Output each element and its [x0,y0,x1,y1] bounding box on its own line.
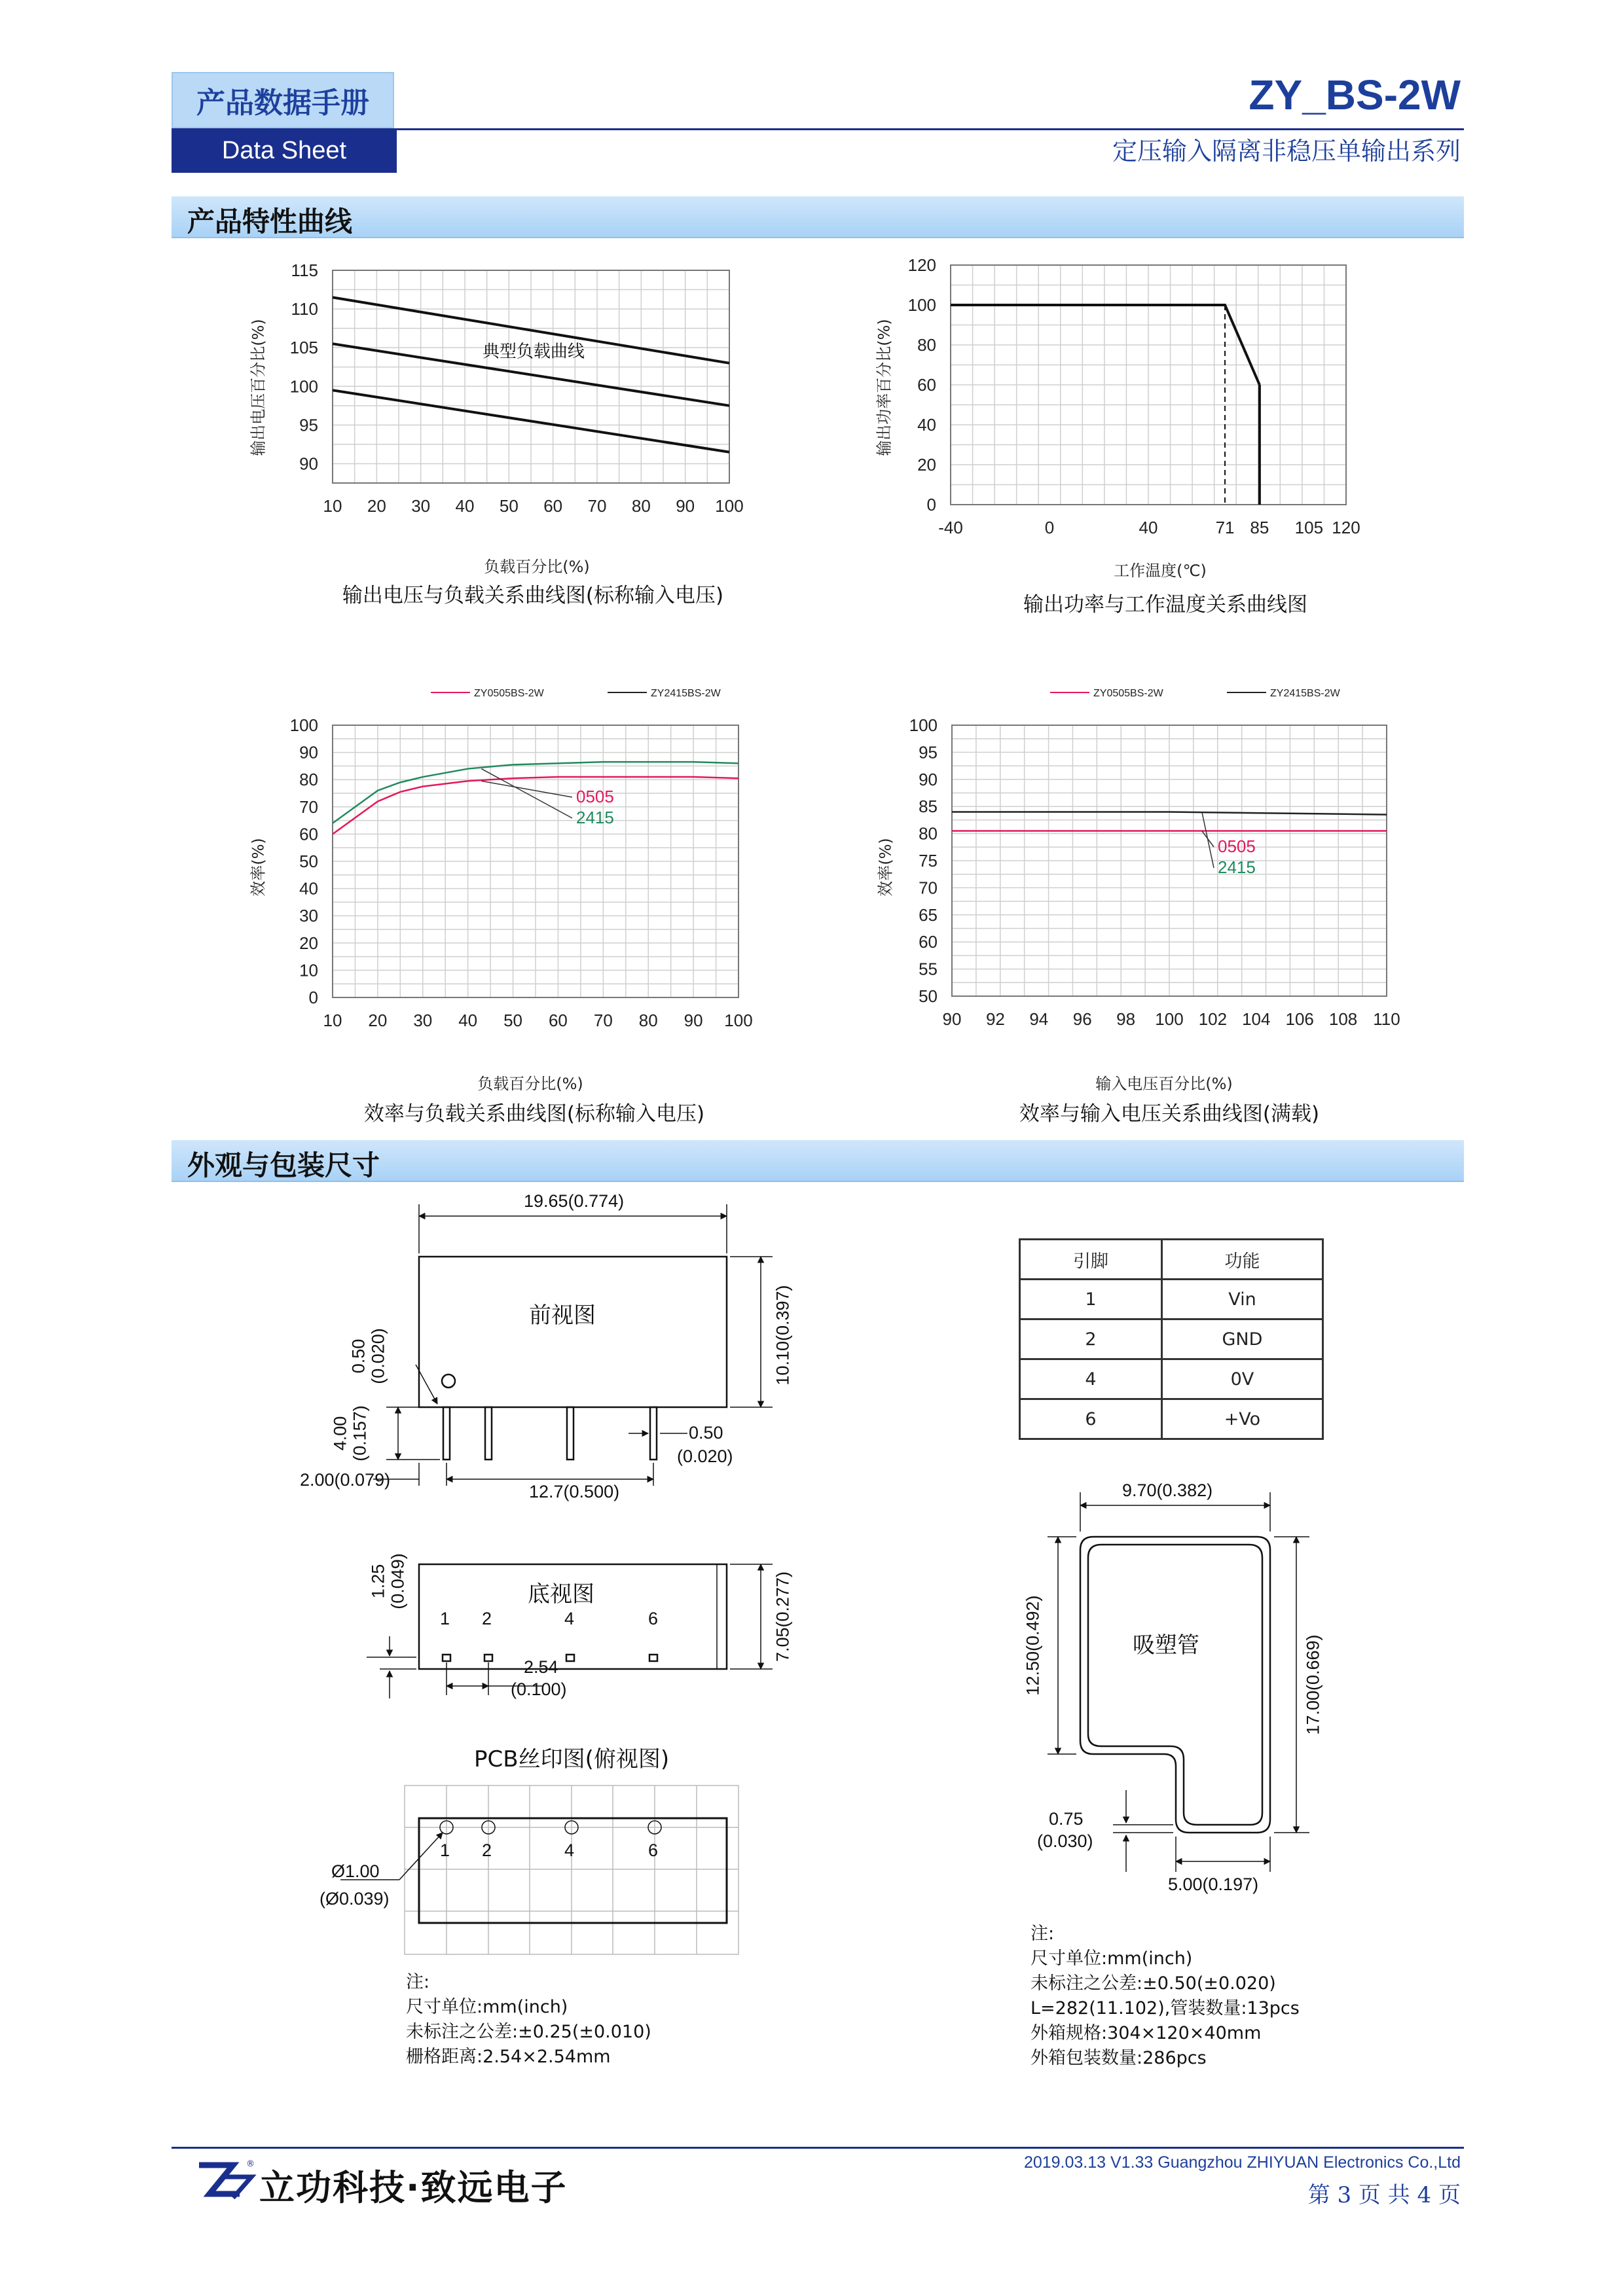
pin-6 [650,1407,657,1460]
notes-right [1030,1922,1300,2071]
x-tick-label: 100 [1155,1009,1184,1029]
series-name: 定压输入隔离非稳压单输出系列 [1112,137,1461,166]
table-row [1020,1280,1323,1319]
x-tick-label: 30 [411,496,431,516]
pin-4 [567,1407,574,1460]
x-tick-label: 120 [1332,518,1360,537]
company-logo-icon [194,2157,257,2204]
x-tick-label: 104 [1242,1009,1271,1029]
legend-label: ZY2415BS-2W [1270,688,1340,699]
table-cell: 6 [1020,1399,1162,1439]
chart2-xlabel: 工作温度(℃) [1114,562,1207,580]
pcb-pin-2-label: 2 [482,1840,492,1860]
x-tick-label: 40 [455,496,475,516]
chart1-caption: 输出电压与负载关系曲线图(标称输入电压) [342,584,724,607]
section-bar-curves [172,196,1464,238]
x-tick-label: 71 [1215,518,1235,537]
chart-voltage-vs-load [249,259,746,547]
y-tick-label: 0 [308,988,318,1007]
y-tick-label: 95 [299,415,318,435]
x-tick-label: 110 [1373,1009,1400,1029]
x-tick-label: 70 [593,1011,613,1030]
x-tick-label: 90 [676,496,695,516]
y-tick-label: 100 [289,376,318,397]
note-left-line: 注: [406,1972,430,1992]
x-tick-label: 94 [1029,1009,1049,1029]
note-right-line: L=282(11.102),管装数量:13pcs [1030,1998,1300,2018]
note-left-line: 栅格距离:2.54×2.54mm [406,2047,611,2067]
company-name: 立功科技·致远电子 [259,2167,568,2208]
bottom-pin-6-label: 6 [648,1609,659,1628]
dim-tube-height2: 17.00(0.669) [1303,1634,1323,1735]
y-tick-label: 110 [291,299,318,319]
datasheet-subtag: Data Sheet [172,128,397,173]
dim-hole: Ø1.00 [331,1861,380,1881]
y-tick-label: 120 [907,259,936,275]
note-right-line: 外箱规格:304×120×40mm [1030,2023,1262,2043]
chart-grid [333,270,729,483]
y-tick-label: 105 [289,338,318,358]
chart1-ylabel: 输出电压百分比(%) [249,319,268,456]
dim-pin-offset-inch: (0.020) [368,1328,388,1384]
chart4-xlabel: 输入电压百分比(%) [1095,1075,1233,1093]
bottom-pin-2 [484,1655,492,1661]
bottom-pin-4-label: 4 [564,1609,575,1628]
y-tick-label: 40 [299,878,318,899]
x-tick-label: 105 [1294,518,1324,537]
bottom-pin-2-label: 2 [482,1609,492,1628]
table-cell: Vin [1161,1280,1322,1319]
pin-1 [443,1407,450,1460]
dim-pin-width-inch: (0.020) [677,1446,733,1466]
x-tick-label: 20 [368,1011,388,1030]
y-tick-label: 100 [907,295,936,315]
dim-width: 19.65(0.774) [524,1191,625,1211]
front-view-label: 前视图 [529,1302,596,1329]
tube-outer-profile [1080,1537,1270,1833]
y-tick-label: 95 [919,742,938,762]
y-tick-label: 20 [299,933,318,953]
typical-load-curve-label: 典型负载曲线 [482,342,585,362]
dim-height: 10.10(0.397) [773,1285,793,1386]
dim-bottom-offset-inch: (0.049) [388,1553,408,1609]
x-tick-label: 40 [1139,518,1158,537]
datasheet-tag: 产品数据手册 [172,72,394,128]
table-row [1020,1319,1323,1359]
model-name: ZY_BS-2W [1249,71,1461,118]
y-tick-label: 60 [919,932,938,952]
y-tick-label: 65 [919,905,938,925]
footer-divider [172,2147,1464,2149]
dim-tube-height1: 12.50(0.492) [1023,1595,1043,1696]
x-tick-label: 96 [1072,1009,1092,1029]
table-header-pin: 引脚 [1020,1240,1162,1280]
x-tick-label: 70 [587,496,607,516]
header-divider [397,128,1464,130]
bottom-pin-6 [649,1655,657,1661]
section-title-curves: 产品特性曲线 [187,206,353,238]
y-tick-label: 90 [299,742,318,762]
x-tick-label: -40 [938,518,963,537]
x-tick-label: 90 [942,1009,962,1029]
note-right-line: 外箱包装数量:286pcs [1030,2048,1207,2068]
table-cell: GND [1161,1319,1322,1359]
chart2-caption: 输出功率与工作温度关系曲线图 [1023,593,1307,617]
bottom-view-label: 底视图 [528,1581,594,1607]
chart-grid [952,725,1387,996]
chart-power-vs-temperature [877,259,1375,547]
x-tick-label: 40 [458,1011,478,1030]
x-tick-label: 30 [413,1011,433,1030]
y-tick-label: 40 [917,415,936,435]
note-right-line: 注: [1030,1924,1055,1944]
dim-pitch: 2.54 [524,1657,558,1677]
dim-pin-span: 12.7(0.500) [529,1482,620,1501]
legend-label: ZY0505BS-2W [1093,688,1163,699]
note-right-line: 尺寸单位:mm(inch) [1030,1948,1193,1969]
dim-hole-inch: (Ø0.039) [319,1889,390,1909]
y-tick-label: 70 [299,797,318,817]
x-tick-label: 90 [684,1011,703,1030]
label-leader [481,781,572,797]
x-tick-label: 20 [367,496,386,516]
table-cell: 4 [1020,1359,1162,1399]
page-number: 第 3 页 共 4 页 [1307,2182,1461,2208]
series-label: 2415 [1218,857,1256,877]
chart4-ylabel: 效率(%) [876,838,895,897]
dim-tube-bottom: 5.00(0.197) [1168,1874,1259,1894]
footer-info: 2019.03.13 V1.33 Guangzhou ZHIYUAN Electronics Co.,Ltd [1023,2153,1461,2172]
bottom-pin-1-label: 1 [440,1609,450,1628]
table-cell: 1 [1020,1280,1162,1319]
pcb-pin-6-label: 6 [648,1840,659,1860]
x-tick-label: 10 [323,496,342,516]
series-label: 0505 [1218,836,1256,856]
y-tick-label: 100 [909,715,938,735]
y-tick-label: 50 [299,852,318,871]
bottom-pin-1 [443,1655,450,1661]
x-tick-label: 80 [631,496,651,516]
y-tick-label: 50 [919,986,938,1006]
front-view-body [419,1257,727,1407]
pin1-marker [442,1374,455,1388]
chart4-caption: 效率与输入电压关系曲线图(满载) [1019,1102,1320,1126]
pin-function-table [1019,1238,1324,1440]
pin-2 [485,1407,492,1460]
dim-pin-offset: 0.50 [348,1338,369,1374]
y-tick-label: 60 [917,375,936,395]
y-tick-label: 80 [917,335,936,355]
y-tick-label: 80 [919,823,938,844]
note-right-line: 未标注之公差:±0.50(±0.020) [1030,1973,1276,1994]
chart3-caption: 效率与负载关系曲线图(标称输入电压) [363,1102,705,1126]
table-cell: 2 [1020,1319,1162,1359]
x-tick-label: 98 [1116,1009,1136,1029]
pcb-pin-1-label: 1 [440,1840,450,1860]
y-tick-label: 70 [919,878,938,898]
table-cell: 0V [1161,1359,1322,1399]
table-header-row [1020,1240,1323,1280]
dim-pin-length-inch: (0.157) [350,1405,370,1462]
y-tick-label: 90 [299,454,318,474]
section-title-package: 外观与包装尺寸 [187,1149,380,1181]
table-cell: +Vo [1161,1399,1322,1439]
x-tick-label: 50 [499,496,519,516]
dim-pin-start: 2.00(0.079) [300,1470,391,1490]
y-tick-label: 75 [919,851,938,870]
y-tick-label: 30 [299,906,318,926]
y-tick-label: 10 [299,960,318,980]
chart-grid [951,265,1346,505]
tube-label: 吸塑管 [1133,1632,1199,1659]
y-tick-label: 85 [919,797,938,817]
x-tick-label: 108 [1328,1009,1358,1029]
chart-efficiency-vs-load [249,681,759,1047]
y-tick-label: 100 [289,715,318,735]
note-left-line: 尺寸单位:mm(inch) [406,1997,568,2017]
x-tick-label: 102 [1198,1009,1228,1029]
chart3-ylabel: 效率(%) [249,838,268,897]
x-tick-label: 100 [715,496,744,516]
bottom-pin-4 [566,1655,574,1661]
note-left-line: 未标注之公差:±0.25(±0.010) [406,2022,651,2042]
legend-label: ZY2415BS-2W [651,688,721,699]
pcb-title: PCB丝印图(俯视图) [474,1746,670,1772]
pcb-pin-4-label: 4 [564,1840,575,1860]
notes-left [406,1970,651,2070]
dim-depth: 7.05(0.277) [773,1571,793,1662]
table-header-function: 功能 [1161,1240,1322,1280]
x-tick-label: 80 [638,1011,658,1030]
x-tick-label: 10 [323,1011,342,1030]
table-row [1020,1359,1323,1399]
x-tick-label: 100 [724,1011,753,1030]
chart1-xlabel: 负载百分比(%) [484,558,590,576]
svg-text:®: ® [246,2159,255,2169]
x-tick-label: 106 [1285,1009,1314,1029]
dim-tube-wall: 0.75 [1049,1809,1084,1829]
x-tick-label: 85 [1250,518,1269,537]
dim-pitch-inch: (0.100) [511,1679,567,1699]
x-tick-label: 50 [503,1011,523,1030]
pcb-grid [405,1785,739,1954]
y-tick-label: 55 [919,959,938,979]
y-tick-label: 80 [299,770,318,790]
x-tick-label: 0 [1044,518,1055,537]
y-tick-label: 90 [919,769,938,789]
chart-grid [333,725,739,997]
y-tick-label: 0 [926,495,936,514]
dim-bottom-offset: 1.25 [368,1564,388,1599]
dim-pin-length: 4.00 [330,1416,350,1451]
chart-efficiency-vs-input [877,681,1401,1047]
dim-tube-width: 9.70(0.382) [1122,1480,1213,1500]
chart2-ylabel: 输出功率百分比(%) [875,319,894,456]
table-row [1020,1399,1323,1439]
series-label: 0505 [576,787,614,806]
series-label: 2415 [576,808,614,827]
y-tick-label: 115 [291,260,318,280]
x-tick-label: 92 [985,1009,1005,1029]
x-tick-label: 60 [543,496,563,516]
dim-pin-width: 0.50 [689,1423,723,1443]
dim-tube-wall-inch: (0.030) [1037,1831,1093,1851]
chart3-xlabel: 负载百分比(%) [477,1075,583,1093]
y-tick-label: 60 [299,824,318,844]
legend-label: ZY0505BS-2W [474,688,544,699]
y-tick-label: 20 [917,455,936,475]
x-tick-label: 60 [548,1011,568,1030]
